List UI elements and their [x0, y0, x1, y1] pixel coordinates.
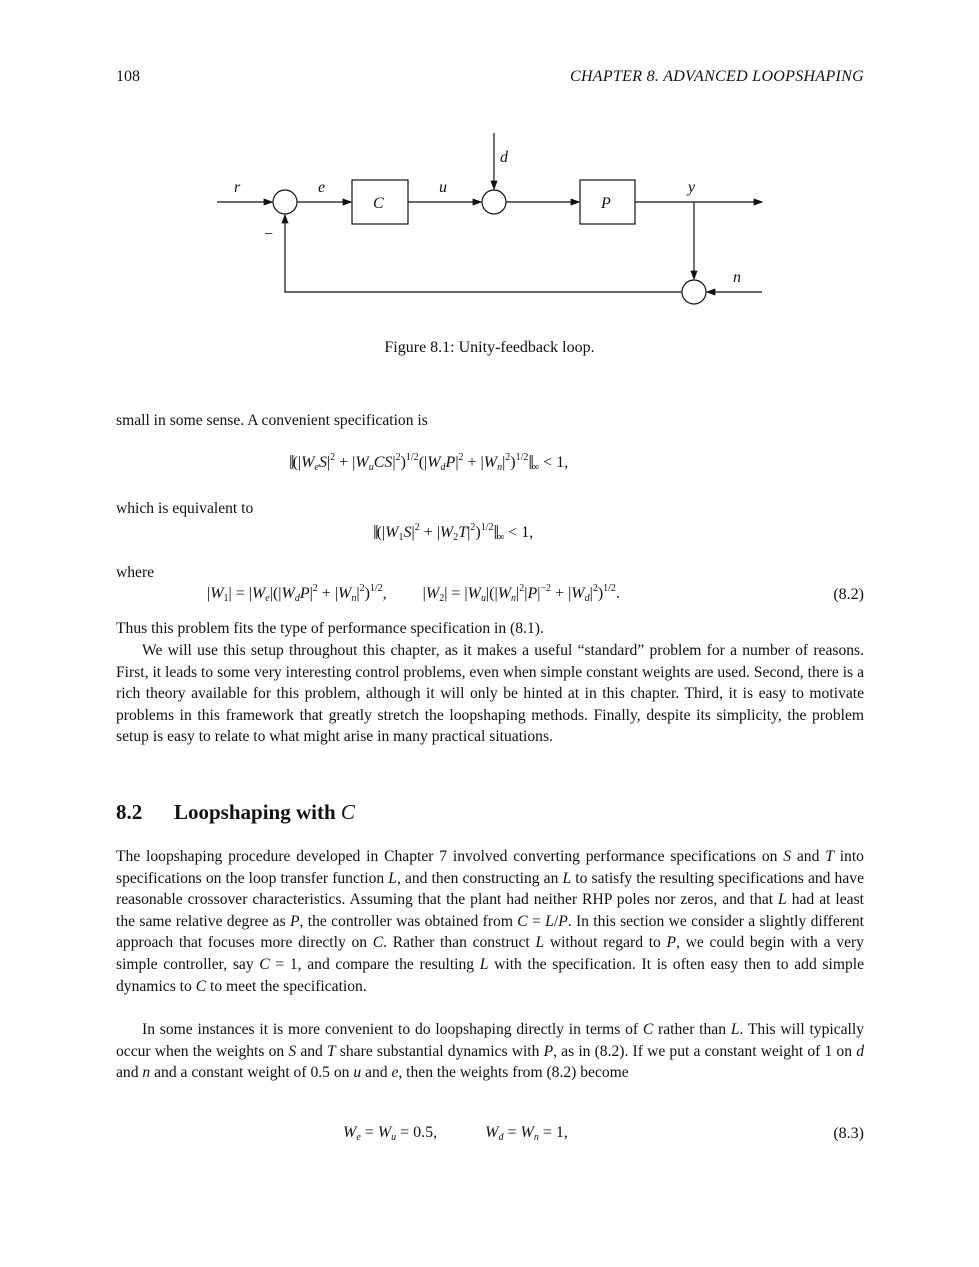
section-number: 8.2 — [116, 800, 143, 824]
label-y: y — [688, 179, 696, 196]
where-text: where — [116, 564, 155, 581]
label-C: C — [373, 195, 384, 212]
equation-8-2: $|W_1| = |W_e|(|W_dP|^2 + |W_n|^2)^{1/2}$, $|W_2| = |W_u|(|W_n|^2|P|^{-2} + |W_d|^2)^{1/2}$. — [207, 583, 620, 604]
equation-8-3: $W_e = W_u = 0.5$, $W_d = W_n = 1$, — [343, 1124, 568, 1143]
label-u: u — [439, 179, 447, 196]
equation-norm-1: $‖(|W_eS|^2 + |W_uCS|^2)^{1/2}(|W_dP|^2$ + $|W_n|^2)^{1/2}‖_\infty < 1$, — [289, 452, 569, 474]
sum-junction-3 — [682, 280, 706, 304]
figure-caption: Figure 8.1: Unity-feedback loop. — [384, 339, 595, 356]
feedback-return-line — [285, 215, 682, 292]
page-number: 108 — [116, 68, 140, 85]
paragraph-standard-problem: We will use this setup throughout this chapter, as it makes a useful “standard” problem for a number of reasons. First, it leads to some very interesting control problems, even when simple constant weights are used. Second, there is a rich theory available for this problem, although it will only be hinted at in this chapter. Third, it is easy to motivate problems in this framework that greatly stretch the loopshaping methods. Finally, despite its simplicity, the problem setup is easy to relate to what might arise in many practical situations. — [116, 642, 864, 746]
paragraph-constant-weights: In some instances it is more convenient to do loopshaping directly in terms of C rather than L. This will typically occur when the weights on S and T share substantial dynamics with P, as in (8.2). If we put a constant weight of 1 on d and n and a constant weight of 0.5 on u and e, then the weights from (8.2) become — [116, 1021, 865, 1082]
section-title: Loopshaping with — [174, 800, 336, 824]
equation-norm-2: $‖(|W_1S|^2$ + $|W_2T|^2)^{1/2}‖_\infty < 1$, — [373, 522, 534, 544]
sum-junction-2 — [482, 190, 506, 214]
section-heading — [116, 800, 355, 825]
label-minus: − — [264, 226, 274, 243]
equation-number-8-3: (8.3) — [833, 1125, 864, 1142]
thus-text: Thus this problem fits the type of performance specification in (8.1). — [116, 620, 544, 637]
sum-junction-1 — [273, 190, 297, 214]
which-text: which is equivalent to — [116, 500, 254, 517]
label-e: e — [318, 179, 326, 196]
paragraph-loopshaping-procedure: The loopshaping procedure developed in Chapter 7 involved converting performance specifications on S and T into specifications on the loop transfer function L, and then constructing an L to satisfy the resulting specifications and have reasonable crossover characteristics. Assuming that the plant had neither RHP poles nor zeros, and that L had at least the same relative degree as P, the controller was obtained from C = L/P. In this section we consider a slightly different approach that focuses more directly on C. Rather than construct L without regard to P, we could begin with a very simple controller, say C = 1, and compare the resulting L with the specification. It is often easy then to add simple dynamics to C to meet the specification. — [116, 848, 865, 995]
label-n: n — [733, 269, 741, 286]
label-P: P — [601, 195, 611, 212]
equation-number-8-2: (8.2) — [833, 586, 864, 603]
label-d: d — [500, 149, 508, 166]
running-header-chapter: CHAPTER 8. ADVANCED LOOPSHAPING — [569, 68, 864, 85]
label-r: r — [234, 179, 241, 196]
block-diagram — [200, 128, 780, 313]
section-title-variable: C — [340, 800, 355, 824]
intro-text: small in some sense. A convenient specification is — [116, 412, 428, 429]
